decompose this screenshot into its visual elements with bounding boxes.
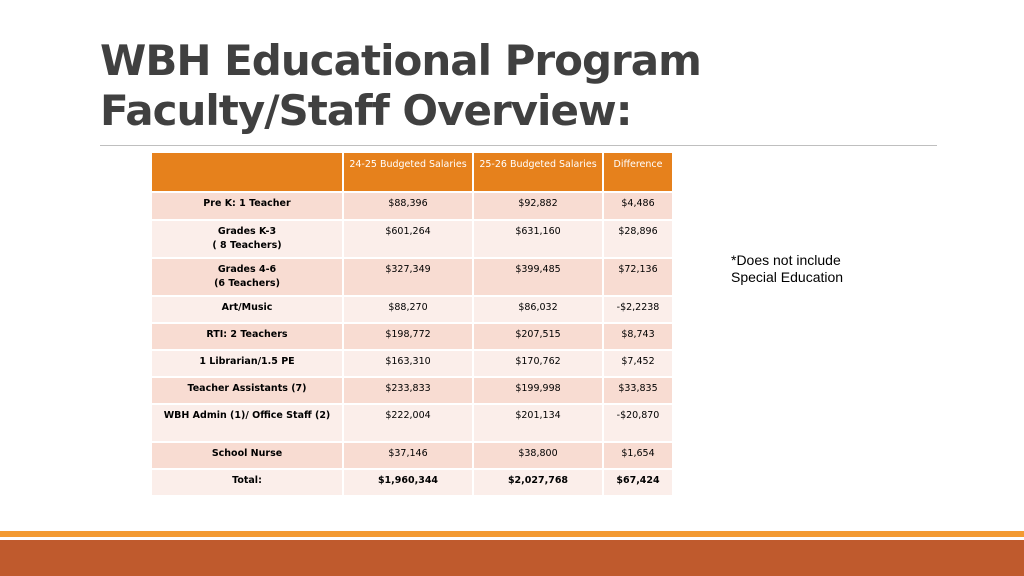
table-row <box>152 221 672 259</box>
title-divider <box>100 145 937 146</box>
header-difference: Difference <box>604 153 672 193</box>
row-label: WBH Admin (1)/ Office Staff (2) <box>152 405 344 443</box>
table-row <box>152 297 672 324</box>
cell-2425: $37,146 <box>344 443 474 470</box>
row-label: Grades 4-6 (6 Teachers) <box>152 259 344 297</box>
row-label: Pre K: 1 Teacher <box>152 193 344 221</box>
cell-difference: -$2,2238 <box>604 297 672 324</box>
cell-2526: $201,134 <box>474 405 604 443</box>
note-line-2: Special Education <box>731 269 844 285</box>
cell-2425: $327,349 <box>344 259 474 297</box>
cell-difference: $33,835 <box>604 378 672 405</box>
table-row <box>152 324 672 351</box>
row-label: Art/Music <box>152 297 344 324</box>
cell-difference: $72,136 <box>604 259 672 297</box>
cell-2425: $88,270 <box>344 297 474 324</box>
cell-2425: $198,772 <box>344 324 474 351</box>
row-label: School Nurse <box>152 443 344 470</box>
title-line-1: WBH Educational Program <box>100 36 701 85</box>
cell-2526: $199,998 <box>474 378 604 405</box>
cell-2425: $163,310 <box>344 351 474 378</box>
title-line-2: Faculty/Staff Overview: <box>100 86 632 135</box>
cell-2425: $601,264 <box>344 221 474 259</box>
row-label: Teacher Assistants (7) <box>152 378 344 405</box>
cell-2526: $86,032 <box>474 297 604 324</box>
slide-title <box>100 36 860 136</box>
cell-difference: $28,896 <box>604 221 672 259</box>
salary-table <box>152 153 672 497</box>
cell-2526: $170,762 <box>474 351 604 378</box>
table-row <box>152 378 672 405</box>
header-2425: 24-25 Budgeted Salaries <box>344 153 474 193</box>
cell-difference: $67,424 <box>604 470 672 497</box>
cell-2526: $38,800 <box>474 443 604 470</box>
table-row <box>152 405 672 443</box>
cell-2526: $399,485 <box>474 259 604 297</box>
special-education-note <box>731 252 931 286</box>
row-label: 1 Librarian/1.5 PE <box>152 351 344 378</box>
table-row <box>152 443 672 470</box>
note-line-1: *Does not include <box>731 252 841 268</box>
cell-2526: $2,027,768 <box>474 470 604 497</box>
cell-2425: $88,396 <box>344 193 474 221</box>
row-label: Grades K-3 ( 8 Teachers) <box>152 221 344 259</box>
cell-2425: $222,004 <box>344 405 474 443</box>
table-row <box>152 259 672 297</box>
cell-2425: $233,833 <box>344 378 474 405</box>
cell-2526: $631,160 <box>474 221 604 259</box>
table-row <box>152 193 672 221</box>
table-header-row <box>152 153 672 193</box>
table-total-row <box>152 470 672 497</box>
header-2526: 25-26 Budgeted Salaries <box>474 153 604 193</box>
cell-2526: $92,882 <box>474 193 604 221</box>
footer-band <box>0 540 1024 576</box>
row-label: Total: <box>152 470 344 497</box>
footer-accent-band <box>0 531 1024 537</box>
cell-difference: $4,486 <box>604 193 672 221</box>
cell-2526: $207,515 <box>474 324 604 351</box>
cell-2425: $1,960,344 <box>344 470 474 497</box>
cell-difference: $8,743 <box>604 324 672 351</box>
cell-difference: -$20,870 <box>604 405 672 443</box>
row-label: RTI: 2 Teachers <box>152 324 344 351</box>
header-empty <box>152 153 344 193</box>
cell-difference: $1,654 <box>604 443 672 470</box>
cell-difference: $7,452 <box>604 351 672 378</box>
table-row <box>152 351 672 378</box>
